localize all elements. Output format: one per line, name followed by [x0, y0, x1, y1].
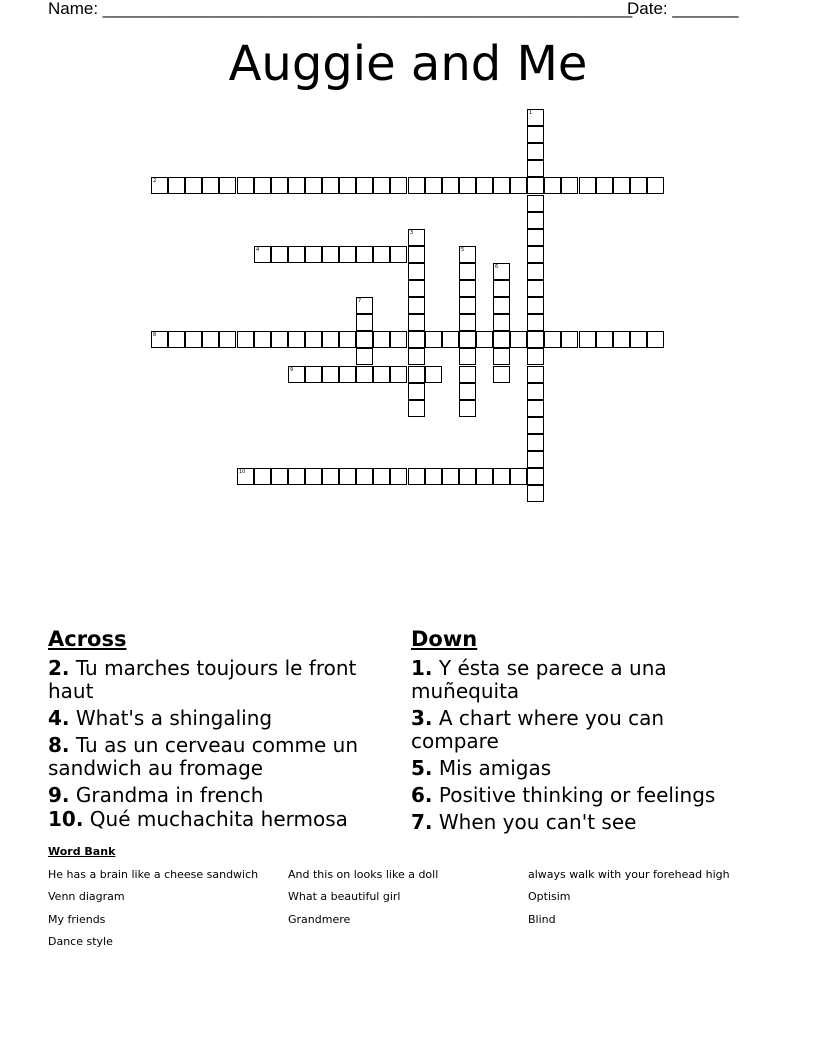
- word-bank-item: And this on looks like a doll: [288, 868, 439, 881]
- crossword-cell[interactable]: [288, 331, 305, 348]
- crossword-cell[interactable]: [288, 246, 305, 263]
- crossword-cell[interactable]: [408, 297, 425, 314]
- crossword-cell[interactable]: [408, 331, 425, 348]
- clue-across-8: [48, 734, 393, 780]
- cell-number: 6: [495, 264, 499, 270]
- clue-number: 4.: [48, 706, 70, 730]
- crossword-cell[interactable]: [459, 246, 476, 263]
- crossword-cell[interactable]: [579, 177, 596, 194]
- cell-number: 7: [358, 298, 362, 304]
- crossword-cell[interactable]: [527, 246, 544, 263]
- crossword-cell[interactable]: [476, 177, 493, 194]
- across-heading: Across: [48, 627, 127, 651]
- clue-text: Mis amigas: [438, 756, 552, 780]
- crossword-cell[interactable]: [339, 331, 356, 348]
- crossword-cell[interactable]: [237, 177, 254, 194]
- crossword-cell[interactable]: [425, 331, 442, 348]
- crossword-cell[interactable]: [425, 366, 442, 383]
- clue-text: Grandma in french: [75, 783, 264, 807]
- crossword-cell[interactable]: [185, 177, 202, 194]
- crossword-cell[interactable]: [527, 451, 544, 468]
- crossword-cell[interactable]: [305, 366, 322, 383]
- crossword-cell[interactable]: [510, 331, 527, 348]
- crossword-cell[interactable]: [527, 109, 544, 126]
- crossword-cell[interactable]: [305, 468, 322, 485]
- clue-down-5: [411, 757, 751, 780]
- crossword-cell[interactable]: [459, 314, 476, 331]
- clue-across-4: [48, 707, 393, 730]
- crossword-cell[interactable]: [408, 468, 425, 485]
- crossword-cell[interactable]: [459, 468, 476, 485]
- cell-number: 4: [256, 247, 260, 253]
- crossword-cell[interactable]: [459, 348, 476, 365]
- crossword-cell[interactable]: [390, 246, 407, 263]
- crossword-cell[interactable]: [339, 468, 356, 485]
- crossword-cell[interactable]: [596, 331, 613, 348]
- crossword-cell[interactable]: [527, 280, 544, 297]
- crossword-cell[interactable]: [390, 177, 407, 194]
- word-bank-item: Optisim: [528, 890, 571, 903]
- cell-number: 5: [461, 247, 465, 253]
- clue-text: When you can't see: [438, 810, 637, 834]
- crossword-cell[interactable]: [408, 314, 425, 331]
- word-bank-item: always walk with your forehead high: [528, 868, 730, 881]
- clue-across-9: [48, 784, 393, 807]
- crossword-cell[interactable]: [271, 246, 288, 263]
- crossword-cell[interactable]: [408, 348, 425, 365]
- crossword-cell[interactable]: [527, 212, 544, 229]
- crossword-cell[interactable]: [408, 263, 425, 280]
- crossword-cell[interactable]: [527, 331, 544, 348]
- crossword-cell[interactable]: [271, 177, 288, 194]
- crossword-cell[interactable]: [151, 177, 168, 194]
- crossword-cell[interactable]: [254, 331, 271, 348]
- crossword-cell[interactable]: [527, 195, 544, 212]
- cell-number: 3: [410, 230, 414, 236]
- crossword-cell[interactable]: [493, 263, 510, 280]
- word-bank-item: Dance style: [48, 935, 113, 948]
- crossword-cell[interactable]: [219, 177, 236, 194]
- crossword-cell[interactable]: [425, 177, 442, 194]
- crossword-cell[interactable]: [527, 400, 544, 417]
- crossword-cell[interactable]: [493, 331, 510, 348]
- crossword-cell[interactable]: [647, 331, 664, 348]
- crossword-cell[interactable]: [202, 177, 219, 194]
- clue-text: Tu marches toujours le front haut: [48, 656, 357, 703]
- crossword-cell[interactable]: [356, 468, 373, 485]
- clue-number: 1.: [411, 656, 433, 680]
- crossword-cell[interactable]: [493, 280, 510, 297]
- word-bank-item: Blind: [528, 913, 556, 926]
- crossword-cell[interactable]: [459, 177, 476, 194]
- cell-number: 10: [239, 469, 246, 475]
- crossword-cell[interactable]: [237, 331, 254, 348]
- clue-text: Qué muchachita hermosa: [89, 807, 348, 831]
- crossword-cell[interactable]: [527, 160, 544, 177]
- crossword-cell[interactable]: [356, 246, 373, 263]
- clue-number: 10.: [48, 807, 84, 831]
- crossword-cell[interactable]: [322, 177, 339, 194]
- crossword-cell[interactable]: [544, 331, 561, 348]
- crossword-cell[interactable]: [356, 331, 373, 348]
- crossword-cell[interactable]: [288, 177, 305, 194]
- crossword-cell[interactable]: [561, 331, 578, 348]
- crossword-cell[interactable]: [493, 297, 510, 314]
- crossword-cell[interactable]: [168, 177, 185, 194]
- crossword-cell[interactable]: [561, 177, 578, 194]
- clue-down-3: [411, 707, 751, 753]
- crossword-cell[interactable]: [630, 177, 647, 194]
- clue-down-1: [411, 657, 751, 703]
- crossword-cell[interactable]: [237, 468, 254, 485]
- cell-number: 1: [529, 110, 533, 116]
- crossword-cell[interactable]: [305, 331, 322, 348]
- crossword-cell[interactable]: [390, 468, 407, 485]
- crossword-cell[interactable]: [254, 246, 271, 263]
- crossword-cell[interactable]: [339, 177, 356, 194]
- cell-number: 9: [290, 367, 294, 373]
- crossword-cell[interactable]: [373, 366, 390, 383]
- crossword-cell[interactable]: [493, 314, 510, 331]
- crossword-cell[interactable]: [527, 434, 544, 451]
- crossword-cell[interactable]: [288, 468, 305, 485]
- clue-number: 9.: [48, 783, 70, 807]
- clue-number: 6.: [411, 783, 433, 807]
- puzzle-title: Auggie and Me: [228, 36, 588, 92]
- crossword-cell[interactable]: [459, 297, 476, 314]
- crossword-cell[interactable]: [596, 177, 613, 194]
- crossword-cell[interactable]: [527, 229, 544, 246]
- crossword-cell[interactable]: [493, 348, 510, 365]
- word-bank-item: He has a brain like a cheese sandwich: [48, 868, 259, 881]
- word-bank-item: My friends: [48, 913, 106, 926]
- crossword-cell[interactable]: [425, 468, 442, 485]
- clue-number: 5.: [411, 756, 433, 780]
- crossword-cell[interactable]: [168, 331, 185, 348]
- crossword-cell[interactable]: [151, 331, 168, 348]
- clue-number: 3.: [411, 706, 433, 730]
- word-bank-item: What a beautiful girl: [288, 890, 401, 903]
- crossword-cell[interactable]: [630, 331, 647, 348]
- crossword-cell[interactable]: [322, 468, 339, 485]
- clue-number: 8.: [48, 733, 70, 757]
- crossword-cell[interactable]: [527, 383, 544, 400]
- crossword-cell[interactable]: [527, 297, 544, 314]
- crossword-cell[interactable]: [322, 366, 339, 383]
- crossword-cell[interactable]: [271, 331, 288, 348]
- crossword-cell[interactable]: [254, 177, 271, 194]
- crossword-cell[interactable]: [408, 280, 425, 297]
- crossword-cell[interactable]: [527, 348, 544, 365]
- crossword-cell[interactable]: [579, 331, 596, 348]
- crossword-cell[interactable]: [356, 348, 373, 365]
- crossword-cell[interactable]: [408, 383, 425, 400]
- crossword-cell[interactable]: [510, 177, 527, 194]
- crossword-cell[interactable]: [408, 177, 425, 194]
- crossword-cell[interactable]: [527, 366, 544, 383]
- crossword-cell[interactable]: [442, 177, 459, 194]
- crossword-cell[interactable]: [493, 468, 510, 485]
- crossword-cell[interactable]: [390, 366, 407, 383]
- date-field-label: Date: _______: [627, 0, 739, 18]
- crossword-cell[interactable]: [442, 331, 459, 348]
- crossword-cell[interactable]: [202, 331, 219, 348]
- crossword-cell[interactable]: [390, 331, 407, 348]
- clue-down-6: [411, 784, 751, 807]
- crossword-cell[interactable]: [254, 468, 271, 485]
- crossword-cell[interactable]: [493, 366, 510, 383]
- crossword-cell[interactable]: [459, 400, 476, 417]
- crossword-cell[interactable]: [544, 177, 561, 194]
- word-bank-item: Venn diagram: [48, 890, 125, 903]
- crossword-cell[interactable]: [356, 177, 373, 194]
- crossword-cell[interactable]: [647, 177, 664, 194]
- crossword-cell[interactable]: [408, 246, 425, 263]
- across-clues: [48, 628, 393, 835]
- crossword-cell[interactable]: [339, 366, 356, 383]
- crossword-cell[interactable]: [305, 177, 322, 194]
- crossword-cell[interactable]: [510, 468, 527, 485]
- crossword-cell[interactable]: [459, 263, 476, 280]
- crossword-cell[interactable]: [613, 331, 630, 348]
- crossword-cell[interactable]: [527, 263, 544, 280]
- crossword-cell[interactable]: [408, 229, 425, 246]
- crossword-cell[interactable]: [373, 246, 390, 263]
- cell-number: 2: [153, 178, 157, 184]
- crossword-cell[interactable]: [288, 366, 305, 383]
- clue-text: Y ésta se parece a una muñequita: [411, 656, 667, 703]
- crossword-cell[interactable]: [339, 246, 356, 263]
- clue-number: 7.: [411, 810, 433, 834]
- crossword-cell[interactable]: [459, 366, 476, 383]
- crossword-cell[interactable]: [373, 468, 390, 485]
- cell-number: 8: [153, 332, 157, 338]
- crossword-cell[interactable]: [219, 331, 236, 348]
- down-heading: Down: [411, 627, 478, 651]
- crossword-cell[interactable]: [322, 331, 339, 348]
- crossword-cell[interactable]: [527, 468, 544, 485]
- crossword-cell[interactable]: [527, 126, 544, 143]
- crossword-cell[interactable]: [476, 331, 493, 348]
- clue-across-2: [48, 657, 393, 703]
- crossword-cell[interactable]: [493, 177, 510, 194]
- clue-text: Tu as un cerveau comme un sandwich au fromage: [48, 733, 358, 780]
- clue-text: Positive thinking or feelings: [438, 783, 716, 807]
- crossword-cell[interactable]: [356, 366, 373, 383]
- clue-down-7: [411, 811, 751, 834]
- crossword-cell[interactable]: [613, 177, 630, 194]
- clue-number: 2.: [48, 656, 70, 680]
- clue-text: What's a shingaling: [75, 706, 273, 730]
- crossword-cell[interactable]: [459, 280, 476, 297]
- crossword-cell[interactable]: [322, 246, 339, 263]
- crossword-cell[interactable]: [185, 331, 202, 348]
- crossword-cell[interactable]: [271, 468, 288, 485]
- crossword-cell[interactable]: [373, 177, 390, 194]
- crossword-cell[interactable]: [373, 331, 390, 348]
- crossword-cell[interactable]: [459, 331, 476, 348]
- crossword-cell[interactable]: [408, 366, 425, 383]
- crossword-cell[interactable]: [476, 468, 493, 485]
- crossword-cell[interactable]: [442, 468, 459, 485]
- crossword-cell[interactable]: [527, 143, 544, 160]
- crossword-cell[interactable]: [356, 314, 373, 331]
- crossword-cell[interactable]: [527, 485, 544, 502]
- crossword-cell[interactable]: [527, 314, 544, 331]
- name-field-label: Name: ________________________________________________________: [48, 0, 633, 18]
- down-clues: [411, 628, 751, 838]
- crossword-cell[interactable]: [459, 383, 476, 400]
- clue-across-10: [48, 808, 393, 831]
- crossword-cell[interactable]: [527, 417, 544, 434]
- crossword-cell[interactable]: [356, 297, 373, 314]
- crossword-cell[interactable]: [305, 246, 322, 263]
- word-bank-item: Grandmere: [288, 913, 351, 926]
- crossword-cell[interactable]: [527, 177, 544, 194]
- crossword-cell[interactable]: [408, 400, 425, 417]
- clue-text: A chart where you can compare: [411, 706, 665, 753]
- word-bank-title: Word Bank: [48, 845, 116, 858]
